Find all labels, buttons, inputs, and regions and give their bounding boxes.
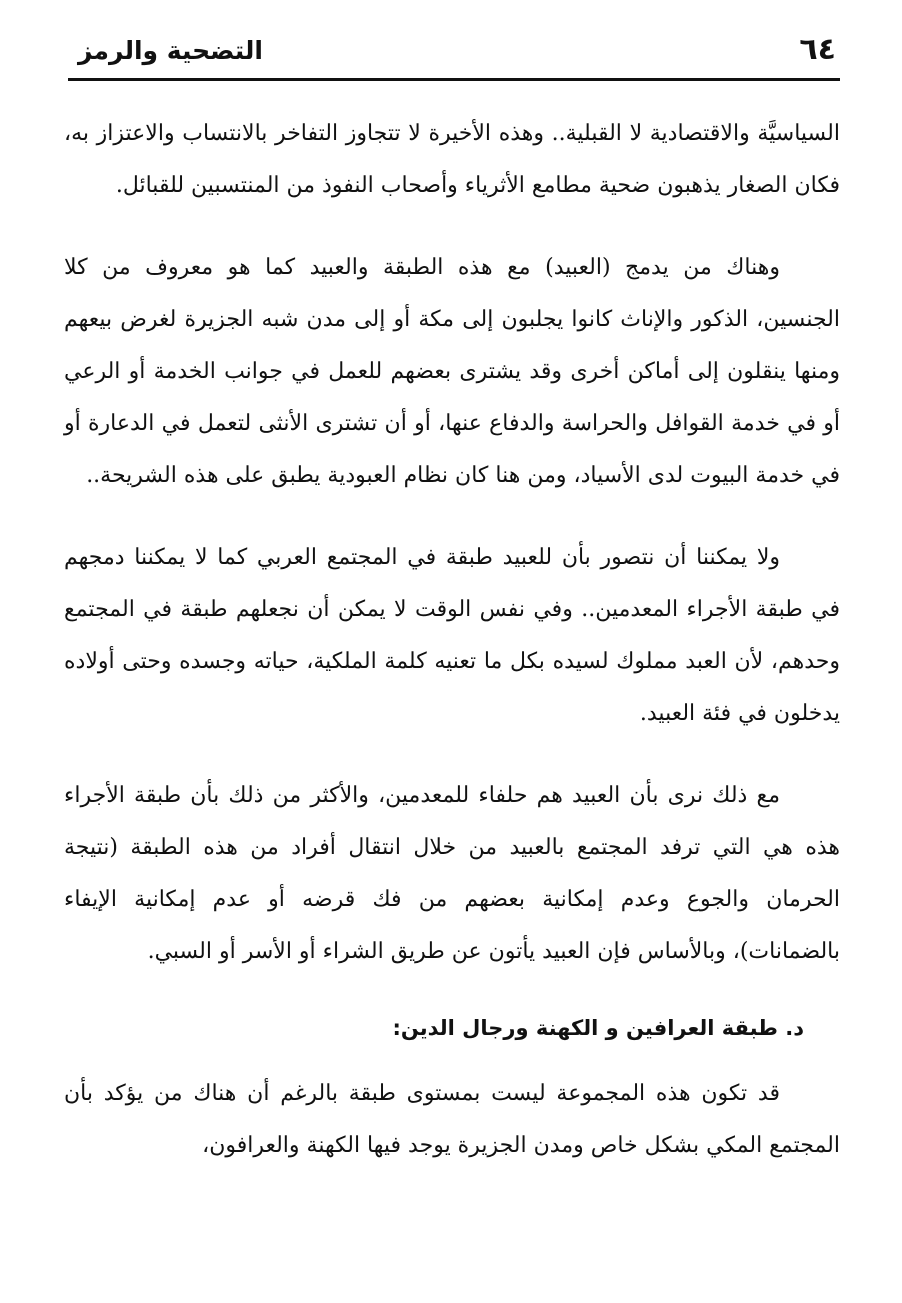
page-number: ٦٤ [799,32,836,67]
paragraph-4: مع ذلك نرى بأن العبيد هم حلفاء للمعدمين، والأكثر من ذلك بأن طبقة الأجراء هذه هي التي ترفد المجتمع بالعبيد من خلال انتقال أفراد من هذه الطبقة (نتيجة الحرمان والجوع وعدم إمكانية بعضهم من فك قرضه أو عدم إمكانية الإيفاء بالضمانات)، وبالأساس فإن العبيد يأتون عن طريق الشراء أو الأسر أو السبي. [64,783,840,964]
paragraph-1: السياسيَّة والاقتصادية لا القبلية.. وهذه الأخيرة لا تتجاوز التفاخر بالانتساب والاعتزاز به، فكان الصغار يذهبون ضحية مطامع الأثرياء وأصحاب النفوذ من المنتسبين للقبائل. [64,121,840,198]
running-title: التضحية والرمز [78,36,263,65]
section-heading: د. طبقة العرافين و الكهنة ورجال الدين: [392,1016,804,1040]
body-text [64,108,840,1172]
page-header [68,30,840,81]
paragraph-2: وهناك من يدمج (العبيد) مع هذه الطبقة والعبيد كما هو معروف من كلا الجنسين، الذكور والإناث كانوا يجلبون إلى مكة أو إلى مدن شبه الجزيرة لغرض بيعهم ومنها ينقلون إلى أماكن أخرى وقد يشترى بعضهم للعمل في جوانب الخدمة أو الرعي أو في خدمة القوافل والحراسة والدفاع عنها، أو أن تشترى الأنثى لتعمل في الدعارة أو في خدمة البيوت لدى الأسياد، ومن هنا كان نظام العبودية يطبق على هذه الشريحة.. [64,255,840,488]
paragraph-3: ولا يمكننا أن نتصور بأن للعبيد طبقة في المجتمع العربي كما لا يمكننا دمجهم في طبقة الأجراء المعدمين.. وفي نفس الوقت لا يمكن أن نجعلهم طبقة في المجتمع وحدهم، لأن العبد مملوك لسيده بكل ما تعنيه كلمة الملكية، حياته وجسده وحتى أولاده يدخلون في فئة العبيد. [64,545,840,726]
paragraph-5: قد تكون هذه المجموعة ليست بمستوى طبقة بالرغم أن هناك من يؤكد بأن المجتمع المكي بشكل خاص ومدن الجزيرة يوجد فيها الكهنة والعرافون، [64,1081,840,1158]
